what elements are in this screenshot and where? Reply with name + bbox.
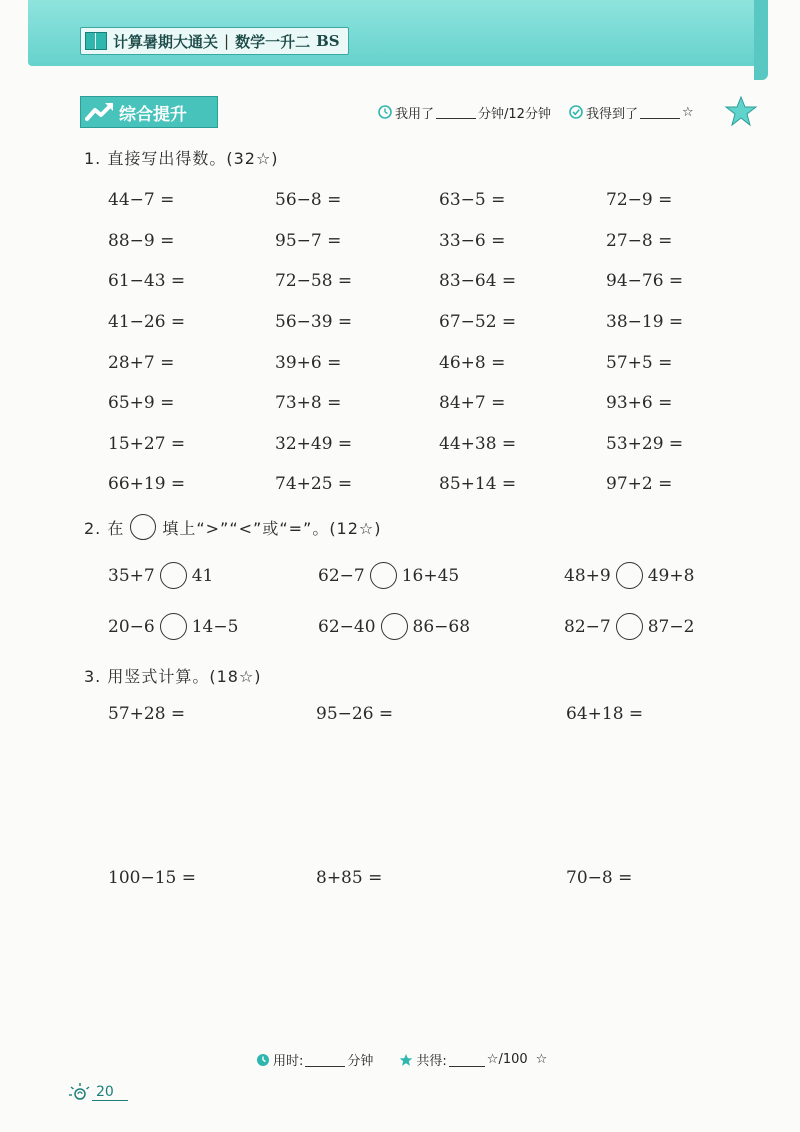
q2-item	[564, 613, 694, 640]
q3-row	[108, 868, 632, 888]
q3-item: 8+85 =	[316, 868, 383, 888]
q1-item: 83−64 =	[439, 271, 517, 292]
answer-circle[interactable]	[381, 613, 408, 640]
q2-title-after: 填上“>”“<”或“=”。(12☆)	[162, 518, 382, 538]
answer-circle[interactable]	[616, 613, 643, 640]
clock-icon	[256, 1053, 270, 1067]
q1-item: 88−9 =	[108, 230, 175, 251]
q2-right: 41	[191, 565, 214, 586]
q1-item: 53+29 =	[606, 433, 684, 454]
answer-circle[interactable]	[160, 562, 187, 589]
q1-item: 65+9 =	[108, 393, 175, 414]
q2-right: 87−2	[647, 616, 695, 637]
q2-left: 62−7	[318, 565, 365, 586]
q1-item: 63−5 =	[439, 190, 506, 211]
footer-time-label: 用时:	[273, 1054, 304, 1069]
q2-row	[108, 562, 694, 589]
q3-item: 95−26 =	[316, 704, 394, 724]
q1-item: 72−58 =	[275, 271, 353, 292]
q1-grid	[108, 180, 726, 505]
check-icon	[569, 105, 583, 119]
q3-item: 64+18 =	[566, 704, 644, 724]
q1-item: 56−39 =	[275, 312, 353, 333]
clock-icon	[378, 105, 392, 119]
q1-item: 38−19 =	[606, 312, 684, 333]
footer-summary	[256, 1050, 547, 1069]
answer-circle[interactable]	[370, 562, 397, 589]
q2-right: 16+45	[401, 565, 460, 586]
sun-icon	[68, 1082, 92, 1102]
q1-item: 94−76 =	[606, 271, 684, 292]
q2-title-circle	[130, 514, 156, 540]
q2-left: 35+7	[108, 565, 155, 586]
header-edition: BS	[316, 32, 340, 50]
q3-row	[108, 704, 643, 724]
q1-item: 57+5 =	[606, 352, 673, 373]
footer-score-label: 共得:	[416, 1054, 447, 1069]
q2-right: 14−5	[191, 616, 239, 637]
q2-right: 86−68	[412, 616, 471, 637]
q1-item: 46+8 =	[439, 352, 506, 373]
q2-left: 62−40	[318, 616, 376, 637]
banner-tab	[754, 0, 768, 80]
q2-item	[564, 562, 694, 589]
q1-item: 72−9 =	[606, 190, 673, 211]
star-icon	[724, 95, 758, 127]
q1-title: 1. 直接写出得数。(32☆)	[84, 149, 279, 168]
q2-right: 49+8	[647, 565, 695, 586]
footer-star: ☆	[535, 1052, 548, 1067]
score-star: ☆	[681, 104, 694, 120]
q1-item: 41−26 =	[108, 312, 186, 333]
q2-item	[108, 562, 318, 589]
q1-item: 74+25 =	[275, 474, 353, 495]
q1-item: 15+27 =	[108, 433, 186, 454]
q1-item: 28+7 =	[108, 352, 175, 373]
q1-item: 61−43 =	[108, 271, 186, 292]
book-icon	[85, 32, 107, 50]
q3-item: 100−15 =	[108, 868, 196, 888]
score-blank[interactable]	[640, 105, 680, 119]
header-subject: 数学一升二	[235, 32, 311, 51]
page-number	[68, 1082, 128, 1102]
q3-title: 3. 用竖式计算。(18☆)	[84, 667, 262, 686]
q1-item: 39+6 =	[275, 352, 342, 373]
time-used-blank[interactable]	[436, 105, 476, 119]
q1-item: 93+6 =	[606, 393, 673, 414]
q2-left: 20−6	[108, 616, 155, 637]
q1-item: 97+2 =	[606, 474, 673, 495]
score-prefix: 我得到了	[585, 106, 638, 122]
q2-left: 82−7	[564, 616, 611, 637]
footer-score-total: ☆/100	[486, 1052, 528, 1067]
q1-item: 44−7 =	[108, 190, 175, 211]
q1-item: 66+19 =	[108, 474, 186, 495]
header-badge	[80, 27, 349, 55]
time-used-suffix: 分钟/12分钟	[478, 106, 551, 122]
q1-item: 95−7 =	[275, 230, 342, 251]
section-tag	[80, 96, 218, 128]
timer-score-bar	[378, 100, 694, 124]
q1-item: 67−52 =	[439, 312, 517, 333]
q1-item: 27−8 =	[606, 230, 673, 251]
q1-item: 32+49 =	[275, 433, 353, 454]
trend-arrow-icon	[85, 101, 115, 123]
footer-time-blank[interactable]	[305, 1053, 345, 1067]
section-tag-label: 综合提升	[119, 104, 187, 125]
q2-title-before: 2. 在	[84, 518, 125, 538]
q2-row	[108, 613, 694, 640]
q1-item: 33−6 =	[439, 230, 506, 251]
q2-item	[318, 562, 564, 589]
page-number-text: 20	[92, 1084, 128, 1101]
time-used-prefix: 我用了	[395, 106, 435, 122]
q3-item: 57+28 =	[108, 704, 186, 724]
q2-left: 48+9	[564, 565, 611, 586]
q1-item: 73+8 =	[275, 393, 342, 414]
q2-item	[108, 613, 318, 640]
q2-item	[318, 613, 564, 640]
footer-time-unit: 分钟	[347, 1054, 374, 1069]
q2-title	[84, 514, 382, 540]
answer-circle[interactable]	[160, 613, 187, 640]
header-separator: |	[224, 32, 230, 50]
q1-item: 84+7 =	[439, 393, 506, 414]
answer-circle[interactable]	[616, 562, 643, 589]
q1-item: 85+14 =	[439, 474, 517, 495]
footer-score-blank[interactable]	[449, 1053, 485, 1067]
header-title: 计算暑期大通关	[113, 32, 219, 51]
q1-item: 56−8 =	[275, 190, 342, 211]
q3-item: 70−8 =	[566, 868, 633, 888]
q1-item: 44+38 =	[439, 433, 517, 454]
star-icon	[399, 1053, 413, 1067]
